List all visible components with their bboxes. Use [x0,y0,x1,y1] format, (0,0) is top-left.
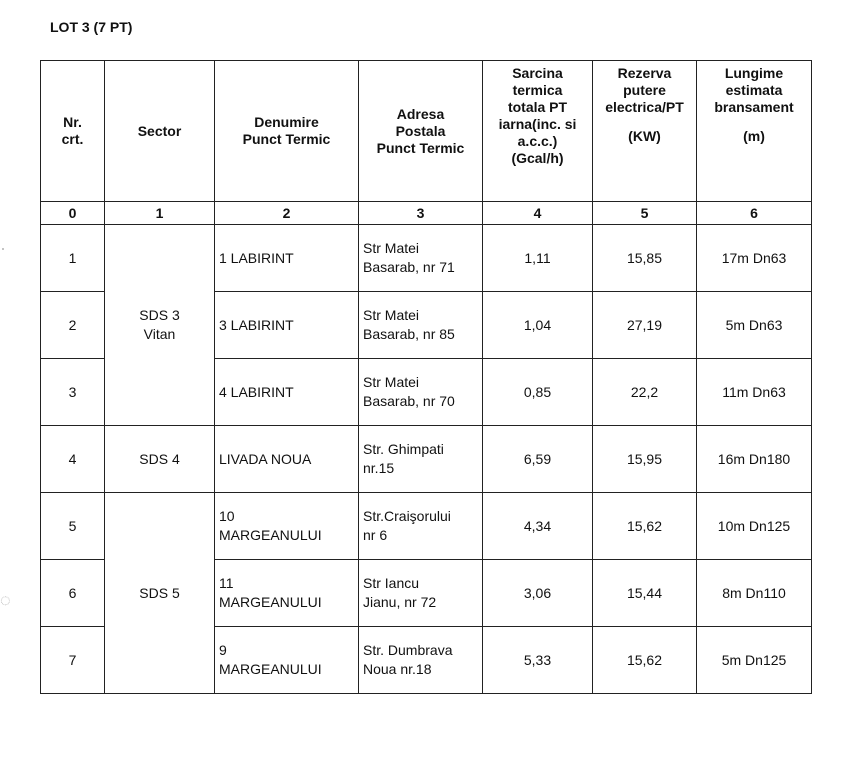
addr-line: Str.Craişorului [363,508,451,524]
header-line: putere [623,82,666,98]
addr-line: Str Matei [363,307,420,323]
cell-adresa [359,225,483,292]
header-unit: (KW) [628,128,661,144]
lot-table [40,60,812,694]
pt-line: 10 [219,508,235,524]
cell-adresa [359,292,483,359]
pt-line: 4 LABIRINT [219,383,294,400]
header-sector [105,61,215,202]
sector-line: SDS 5 [139,584,180,601]
cell-punct-termic [215,627,359,694]
cell-sarcina: 5,33 [483,627,593,694]
header-line: Sarcina [512,65,563,81]
header-unit: (m) [743,128,765,144]
header-line: estimata [725,82,783,98]
addr-line: nr 6 [363,527,388,543]
column-number-row [41,202,812,225]
column-number: 3 [359,202,483,225]
header-line: Punct Termic [242,131,331,147]
header-line: Adresa [396,105,445,122]
cell-punct-termic [215,225,359,292]
header-line: totala PT [507,99,568,115]
cell-lungime: 5m Dn125 [697,627,812,694]
cell-rezerva: 27,19 [593,292,697,359]
addr-line: Str Matei [363,240,420,256]
header-line: Postala [395,122,446,139]
cell-nr: 3 [41,359,105,426]
header-line: bransament [714,99,794,115]
cell-nr: 1 [41,225,105,292]
cell-sector [105,426,215,493]
table-row [41,426,812,493]
header-line: (Gcal/h) [511,150,564,166]
header-adresa [359,61,483,202]
addr-line: Str. Dumbrava [363,642,453,658]
cell-sector [105,493,215,694]
cell-adresa [359,493,483,560]
pt-line: 9 [219,642,227,658]
addr-line: Basarab, nr 71 [363,259,455,275]
cell-punct-termic [215,560,359,627]
cell-nr: 7 [41,627,105,694]
header-denumire [215,61,359,202]
cell-punct-termic [215,292,359,359]
pt-line: 3 LABIRINT [219,316,294,333]
sector-line: SDS 4 [139,450,180,467]
cell-lungime: 10m Dn125 [697,493,812,560]
header-line: Rezerva [617,65,672,81]
header-sarcina [483,61,593,202]
cell-adresa [359,627,483,694]
cell-punct-termic [215,426,359,493]
cell-sarcina: 6,59 [483,426,593,493]
pt-line: 1 LABIRINT [219,249,294,266]
cell-nr: 4 [41,426,105,493]
cell-lungime: 8m Dn110 [697,560,812,627]
header-line: Punct Termic [376,139,465,156]
addr-line: Basarab, nr 70 [363,393,455,409]
column-number: 1 [105,202,215,225]
pt-line: MARGEANULUI [219,661,322,677]
pt-line: MARGEANULUI [219,527,322,543]
cell-nr: 6 [41,560,105,627]
cell-nr: 2 [41,292,105,359]
header-rezerva [593,61,697,202]
cell-rezerva: 15,44 [593,560,697,627]
cell-rezerva: 15,85 [593,225,697,292]
cell-rezerva: 15,95 [593,426,697,493]
cell-lungime: 17m Dn63 [697,225,812,292]
scan-mark: · [0,238,6,258]
lot-title: LOT 3 (7 PT) [50,19,133,35]
cell-punct-termic [215,493,359,560]
column-number: 0 [41,202,105,225]
cell-lungime: 16m Dn180 [697,426,812,493]
addr-line: Str Matei [363,374,420,390]
table-row [41,225,812,292]
header-line: crt. [61,131,84,147]
cell-punct-termic [215,359,359,426]
header-line: termica [512,82,563,98]
addr-line: Jianu, nr 72 [363,594,437,610]
cell-lungime: 11m Dn63 [697,359,812,426]
table-row [41,493,812,560]
cell-sector [105,225,215,426]
cell-rezerva: 22,2 [593,359,697,426]
header-line: Sector [137,122,182,139]
scan-mark: ◌ [0,590,11,610]
addr-line: Noua nr.18 [363,661,432,677]
header-nr [41,61,105,202]
header-row [41,61,812,202]
header-line: Denumire [254,114,319,130]
cell-rezerva: 15,62 [593,627,697,694]
column-number: 6 [697,202,812,225]
header-line: Nr. [63,114,82,130]
sector-line: SDS 3 [139,307,180,323]
cell-lungime: 5m Dn63 [697,292,812,359]
addr-line: Basarab, nr 85 [363,326,455,342]
header-lungime [697,61,812,202]
pt-line: MARGEANULUI [219,594,322,610]
column-number: 2 [215,202,359,225]
cell-adresa [359,426,483,493]
pt-line: LIVADA NOUA [219,450,312,467]
column-number: 4 [483,202,593,225]
column-number: 5 [593,202,697,225]
pt-line: 11 [219,575,234,591]
addr-line: nr.15 [363,460,395,476]
header-line: a.c.c.) [517,133,558,149]
header-line: Lungime [724,65,784,81]
cell-sarcina: 4,34 [483,493,593,560]
header-line: electrica/PT [605,99,684,115]
header-line: iarna(inc. si [498,116,577,132]
cell-sarcina: 1,04 [483,292,593,359]
cell-sarcina: 1,11 [483,225,593,292]
addr-line: Str. Ghimpati [363,441,444,457]
addr-line: Str Iancu [363,575,420,591]
cell-nr: 5 [41,493,105,560]
cell-sarcina: 0,85 [483,359,593,426]
cell-adresa [359,560,483,627]
sector-line: Vitan [143,326,176,342]
cell-adresa [359,359,483,426]
cell-rezerva: 15,62 [593,493,697,560]
cell-sarcina: 3,06 [483,560,593,627]
